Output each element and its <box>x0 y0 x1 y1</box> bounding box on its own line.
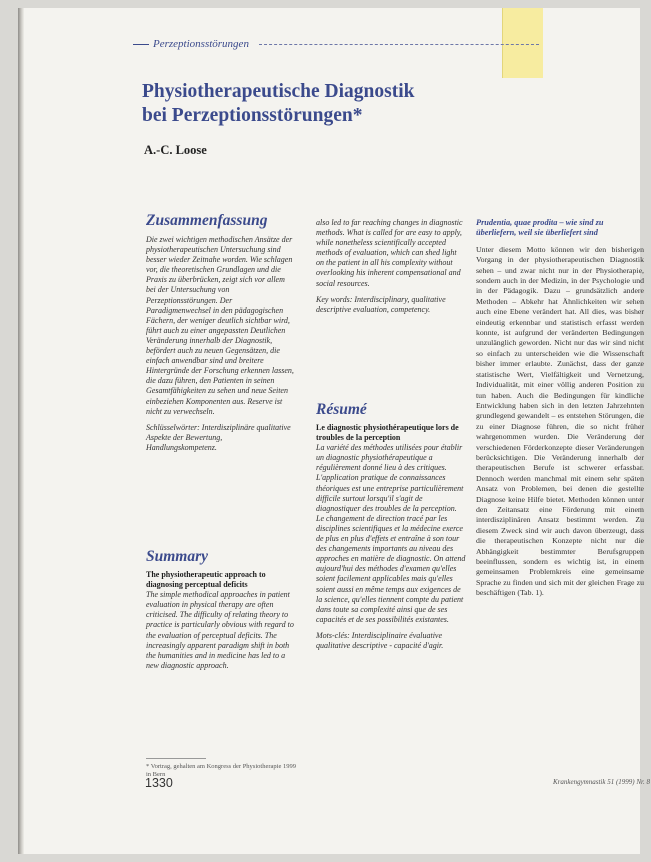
summary-lead: The physiotherapeutic approach to diagnosing perceptual deficits <box>146 570 266 590</box>
summary-heading: Summary <box>146 548 209 565</box>
running-head-dashes <box>259 44 539 45</box>
author: A.-C. Loose <box>144 143 207 157</box>
footnote: * Vortrag, gehalten am Kongress der Physiotherapie 1999 in Bern <box>146 763 296 778</box>
title-line-1: Physiotherapeutische Diagnostik <box>142 81 415 102</box>
main-text-column <box>476 218 644 599</box>
resume-keywords: Mots-clés: Interdisciplinaire évaluative qualitative descriptive - capacité d'agir. <box>316 630 444 650</box>
main-text-body: Unter diesem Motto können wir den bisherigen Vorgang in der physiotherapeutischen Diagnostik sehen – und zwar nicht nur in der Physiotherapie, sondern auch in der Medizin, in der Psychologie und in der Pädagogik. Dazu – grundsätzlich andere Methoden – Abkehr hat Ähnlichkeiten wir sehen auch eine Ebene verändert hat. All dies, was bisher eindeutig erkennbar und statistisch erfasst werden konnte, ist aufgrund der veränderten Bedingungen unzulänglich geworden. Nicht nur das wir sind nicht so einfach zu unterscheiden wie die Wissenschaft bisher immer erlaubte. Zunächst, dass der ganze statistische Wert, Vielfältigkeit und Vernetzung, Individualität, mit einer völlig anderen Position zu tun haben. Auch die Bedingungen für kindliche Entwicklung haben sich in den letzten Jahrzehnten grundlegend gewandelt – es entstehen Störungen, die zu einer Diagnose führen, die so nicht früher wahrgenommen wurden. Die Veränderung der verschiedenen Förderkonzepte dieser Veränderungen berücksichtigen. Die Veränderung innerhalb der therapeutischen Berufe ist schwerer erfassbar. Dennoch werden manchmal mit einem sehr späten Ansatz von Problemen, bei denen die gestellte Diagnose keine Hilfe bietet. Methoden können unter den Zeitansatz eine Förderung mit einem interdisziplinären Ansatz bestimmt werden. Zu diesem Zweck sind wir auch davon überzeugt, dass die therapeutischen Konzepte nicht nur die Abhängigkeit bestimmter Berufsgruppen beeinflussen, sondern es wichtig ist, in einem gemeinsamen Problemkreis eine gemeinsame Sprache zu finden und sich mit der gleichen Frage zu beschäftigen (Tab. 1). <box>476 244 644 598</box>
article-title <box>142 80 502 128</box>
summary-keywords: Key words: Interdisciplinary, qualitative descriptive evaluation, competency. <box>316 294 446 314</box>
journal-page <box>18 8 650 854</box>
zusammenfassung-column <box>146 235 294 453</box>
resume-body: La variété des méthodes utilisées pour établir un diagnostic physiothérapeutique a régulièrement donné lieu à des critiques. L'application pratique de connaissances théoriques est une entreprise particulièrement difficile surtout lorsqu'il s'agit de diagnostiquer des troubles de la perception. Le changement de direction tracé par les disciplines scientifiques et la médecine exerce de plus en plus d'effets et entraîne à son tour des changements importants au niveau des approches en matière de diagnostic. On attend aujourd'hui des méthodes d'examen qu'elles soient facilement applicables mais qu'elles soient aussi en même temps aux exigences de la science, qu'elles tiennent compte du patient dans toute sa complexité ainsi que de ses capacités et de ses possibilités existantes. <box>316 443 466 624</box>
resume-column <box>316 423 466 651</box>
zusammenfassung-heading: Zusammenfassung <box>146 212 268 229</box>
resume-lead: Le diagnostic physiothérapeutique lors de troubles de la perception <box>316 423 459 443</box>
summary-column <box>146 570 296 671</box>
zusammenfassung-body: Die zwei wichtigen methodischen Ansätze der physiotherapeutischen Untersuchung sind besser wieder Zeitnahe worden. Wie schlagen vor, die theoretischen Grundlagen und die Praxis zu überbrücken, zeigt sich vor allem bei der Untersuchung von Perzeptionsstörungen. Der Paradigmenwechsel in den pädagogischen Fächern, der weniger deutlich sichtbar wird, führt auch zu einer angepassten Deutlichen Veränderung innerhalb der Diagnostik, befördert auch zu neuen Gegensätzen, die einfach anwendbar sind und breitere Hintergründe der Forschung erkennen lassen, die dazu führen, den Patienten in seinen Gesamtfähigkeiten zu sehen und neue Seiten einbeziehen Komponenten aus. Reserve ist nicht zu verwechseln. <box>146 235 294 416</box>
footnote-rule <box>146 758 206 759</box>
resume-heading: Résumé <box>316 401 367 418</box>
journal-citation: Krankengymnastik 51 (1999) Nr. 8 <box>552 778 650 786</box>
summary-body: The simple methodical approaches in patient evaluation in physical therapy are often criticised. The difficulty of relating theory to practice is particularly obvious with regard to the evaluation of perceptual deficits. The increasingly apparent paradigm shift in both the humanities and in medicine has led to a new diagnostic approach. <box>146 590 294 670</box>
running-head-text: Perzeptionsstörungen <box>153 38 249 50</box>
page-number: 1330 <box>145 776 173 790</box>
title-line-2: bei Perzeptionsstörungen* <box>142 105 363 126</box>
main-text-heading: Prudentia, quae prodita – wie sind zu überliefern, weil sie überliefert sind <box>476 218 604 238</box>
zusammenfassung-keywords: Schlüsselwörter: Interdisziplinäre qualitative Aspekte der Bewertung, Handlungskompetenz. <box>146 422 291 452</box>
running-head <box>133 38 613 50</box>
summary-continued-column <box>316 218 466 315</box>
page-shadow-edge <box>18 8 24 854</box>
summary-continued: also led to far reaching changes in diagnostic methods. What is called for are easy to apply, while nonetheless scientifically accepted methods of evaluation, which can shed light on the patient in all his complexity without overlooking his inherent compensational and social resources. <box>316 218 463 288</box>
running-head-rule <box>133 44 149 45</box>
